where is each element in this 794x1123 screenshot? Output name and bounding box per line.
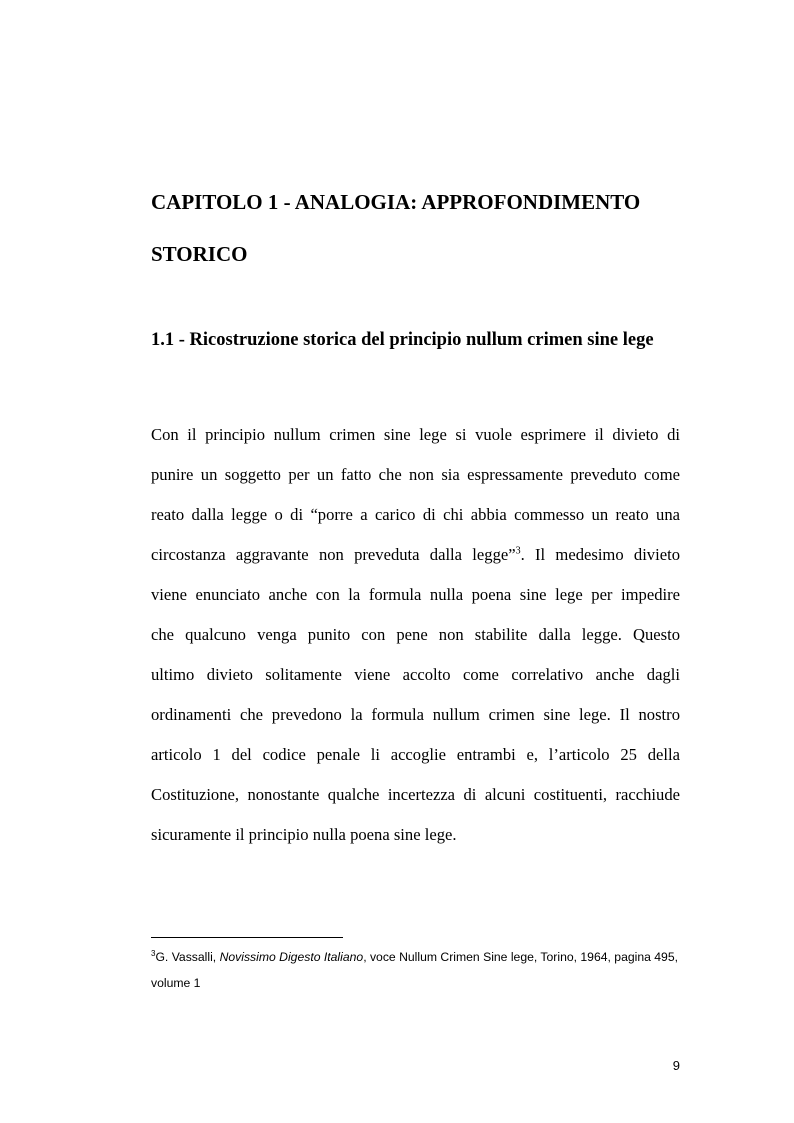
body-line: articolo 1 del codice penale li accoglie entrambi e, l’articolo 25 della [151,745,680,764]
body-line: viene enunciato anche con la formula nulla poena sine lege per impedire [151,585,680,604]
footnote-author: G. Vassalli, [155,950,220,964]
section-title: 1.1 - Ricostruzione storica del principio nullum crimen sine lege [151,330,654,350]
body-line: reato dalla legge o di “porre a carico di chi abbia commesso un reato una [151,505,680,524]
footnote-reference: 3 [515,545,521,557]
footnote-citation: , voce Nullum Crimen Sine lege, Torino, 1964, pagina 495, [363,950,678,964]
footnote-work-title: Novissimo Digesto Italiano [219,950,364,964]
body-line: punire un soggetto per un fatto che non sia espressamente preveduto come [151,465,680,484]
body-line-part: . Il medesimo divieto [520,545,680,564]
page-number: 9 [672,1058,680,1073]
chapter-title [151,176,691,280]
body-line: Con il principio nullum crimen sine lege si vuole esprimere il divieto di [151,425,680,444]
body-line: che qualcuno venga punito con pene non stabilite dalla legge. Questo [151,625,680,644]
footnote-separator [151,937,343,938]
body-line: sicuramente il principio nulla poena sine lege. [151,825,457,844]
footnote [151,944,681,996]
body-line-with-footnote [151,535,680,575]
body-line-part: circostanza aggravante non preveduta dalla legge” [151,545,516,564]
chapter-title-line-2: STORICO [151,242,248,266]
chapter-title-line-1: CAPITOLO 1 - ANALOGIA: APPROFONDIMENTO [151,190,641,214]
body-paragraph [151,415,680,855]
footnote-citation-continued: volume 1 [151,976,201,990]
body-line: Costituzione, nonostante qualche incertezza di alcuni costituenti, racchiude [151,785,680,804]
body-line: ultimo divieto solitamente viene accolto come correlativo anche dagli [151,665,680,684]
body-line: ordinamenti che prevedono la formula nullum crimen sine lege. Il nostro [151,705,680,724]
footnote-marker: 3 [151,948,156,958]
